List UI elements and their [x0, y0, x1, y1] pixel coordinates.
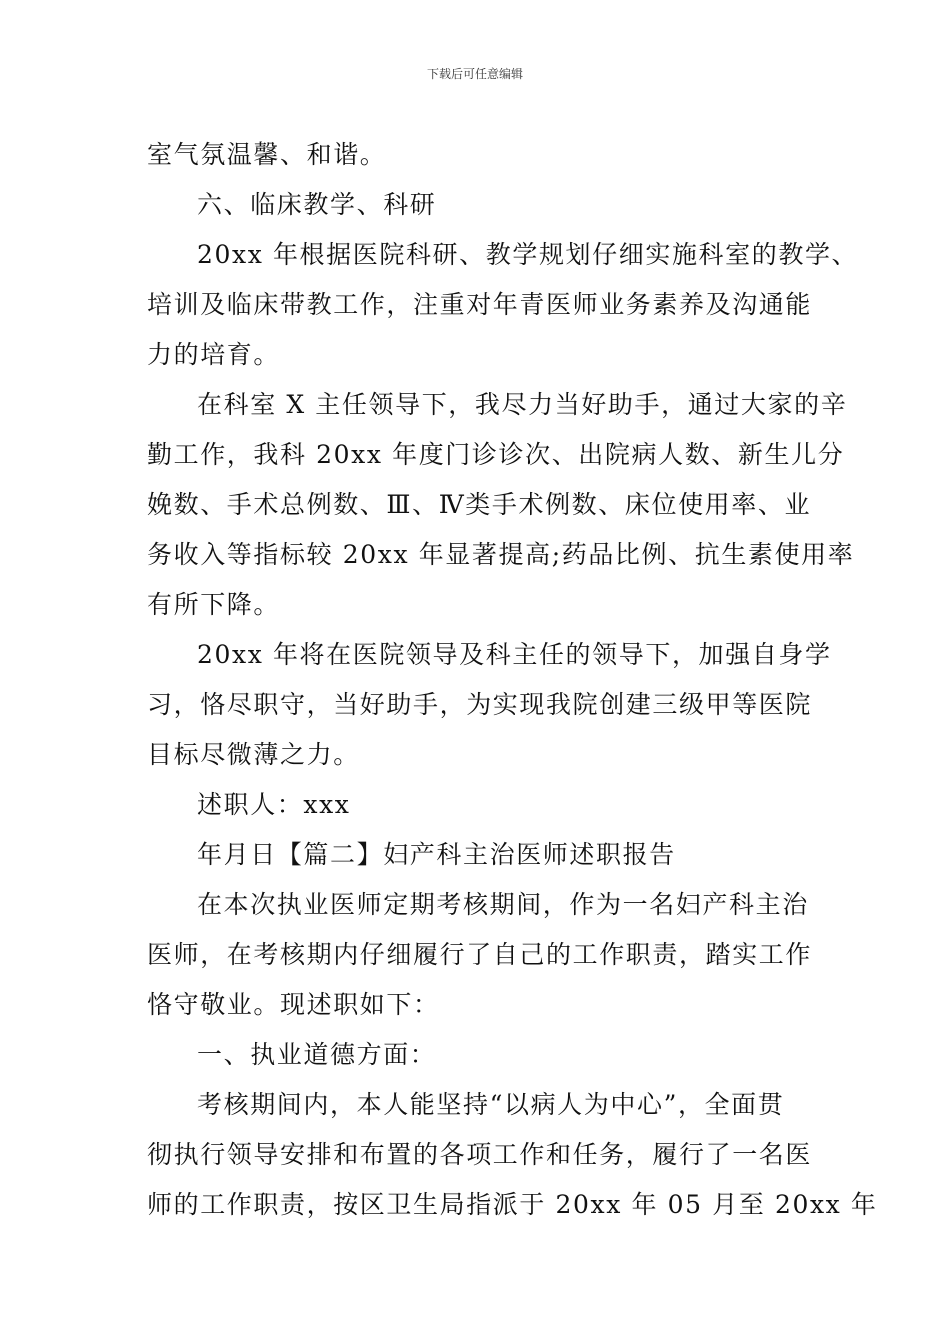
text-line: 考核期间内，本人能坚持“以病人为中心”，全面贯 — [197, 1090, 785, 1119]
text-line: 务收入等指标较 20xx 年显著提高;药品比例、抗生素使用率 — [147, 540, 855, 569]
page-header: 下载后可任意编辑 — [426, 67, 523, 81]
document-body — [147, 130, 878, 1230]
text-line: 有所下降。 — [147, 590, 281, 619]
text-line: 培训及临床带教工作，注重对年青医师业务素养及沟通能 — [147, 290, 813, 319]
signature-line: 述职人：xxx — [197, 790, 351, 819]
text-line: 力的培育。 — [147, 340, 281, 369]
text-line: 20xx 年将在医院领导及科主任的领导下，加强自身学 — [197, 640, 832, 669]
text-line: 在科室 X 主任领导下，我尽力当好助手，通过大家的辛 — [197, 390, 848, 419]
section-heading: 一、执业道德方面： — [197, 1040, 437, 1069]
text-line: 彻执行领导安排和布置的各项工作和任务，履行了一名医 — [147, 1140, 813, 1169]
text-line: 医师，在考核期内仔细履行了自己的工作职责，踏实工作 — [147, 940, 813, 969]
text-line: 娩数、手术总例数、Ⅲ、Ⅳ类手术例数、床位使用率、业 — [147, 490, 812, 519]
text-line: 室气氛温馨、和谐。 — [147, 140, 387, 169]
text-line: 20xx 年根据医院科研、教学规划仔细实施科室的教学、 — [197, 240, 859, 269]
text-line: 在本次执业医师定期考核期间，作为一名妇产科主治 — [197, 890, 809, 919]
text-line: 勤工作，我科 20xx 年度门诊诊次、出院病人数、新生儿分 — [147, 440, 845, 469]
text-line: 恪守敬业。现述职如下： — [147, 990, 440, 1019]
text-line: 目标尽微薄之力。 — [147, 740, 360, 769]
text-line: 师的工作职责，按区卫生局指派于 20xx 年 05 月至 20xx 年 — [147, 1190, 878, 1219]
section-heading: 六、临床教学、科研 — [197, 190, 437, 219]
text-line: 习，恪尽职守，当好助手，为实现我院创建三级甲等医院 — [147, 690, 813, 719]
report-title-line: 年月日【篇二】妇产科主治医师述职报告 — [197, 840, 676, 869]
